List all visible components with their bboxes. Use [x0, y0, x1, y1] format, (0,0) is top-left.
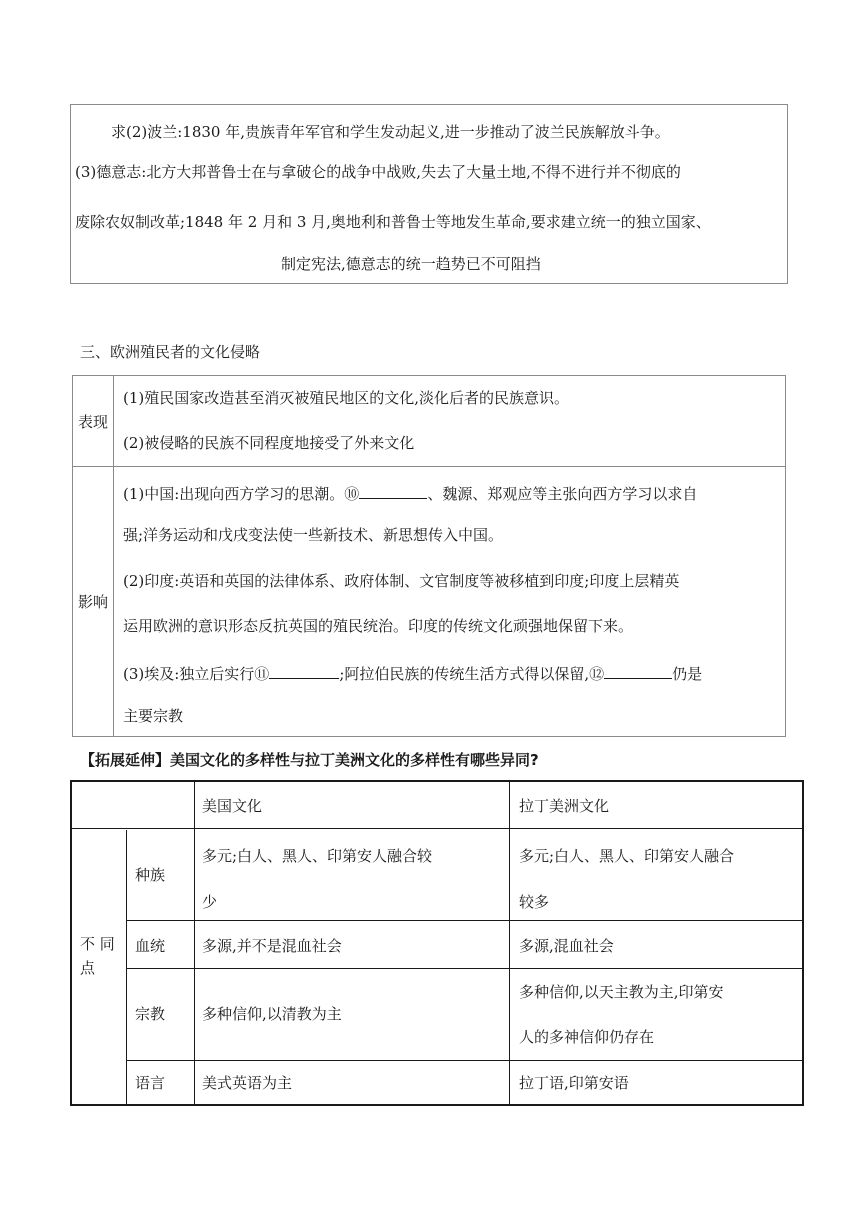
group-label-differences: 不 同: [80, 935, 115, 953]
header-us-culture: 美国文化: [202, 797, 263, 815]
box-line-2: (3)德意志:北方大邦普鲁士在与拿破仑的战争中战败,失去了大量土地,不得不进行并不彻底的: [75, 163, 681, 181]
box-line-4: 制定宪法,德意志的统一趋势已不可阻挡: [281, 255, 541, 273]
row-divider: [73, 466, 785, 467]
biaoxian-line-2: (2)被侵略的民族不同程度地接受了外来文化: [123, 434, 415, 452]
comparison-table: [70, 780, 804, 1106]
race-la-line-1: 多元;白人、黑人、印第安人融合: [519, 847, 735, 865]
section-title: 三、欧洲殖民者的文化侵略: [80, 343, 261, 361]
race-us-line-1: 多元;白人、黑人、印第安人融合较: [202, 847, 433, 865]
row-label-blood: 血统: [135, 937, 166, 955]
group-label-differences-2: 点: [80, 959, 96, 977]
language-la: 拉丁语,印第安语: [519, 1074, 629, 1092]
blood-us: 多源,并不是混血社会: [202, 937, 342, 955]
yingxiang-line-4: 运用欧洲的意识形态反抗英国的殖民统治。印度的传统文化顽强地保留下来。: [123, 617, 634, 635]
blank-11[interactable]: [269, 662, 339, 679]
row-label-yingxiang: 影响: [77, 593, 108, 611]
yingxiang-line-5-text-a: (3)埃及:独立后实行⑪: [123, 665, 270, 683]
language-us: 美式英语为主: [202, 1074, 293, 1092]
yingxiang-line-5-text-c: 仍是: [672, 665, 703, 683]
yingxiang-line-2: 强;洋务运动和戊戌变法使一些新技术、新思想传入中国。: [123, 526, 504, 544]
grid-line: [126, 920, 802, 921]
yingxiang-line-5: [123, 662, 702, 684]
box-line-3: 废除农奴制改革;1848 年 2 月和 3 月,奥地利和普鲁士等地发生革命,要求建立统一的独立国家、: [75, 213, 711, 231]
race-la-line-2: 较多: [519, 893, 550, 911]
grid-line: [126, 1060, 802, 1061]
race-us-line-2: 少: [202, 893, 218, 911]
blank-10[interactable]: [359, 482, 427, 499]
biaoxian-line-1: (1)殖民国家改造甚至消灭被殖民地区的文化,淡化后者的民族意识。: [123, 389, 570, 407]
continued-answer-box: [70, 104, 788, 284]
row-label-race: 种族: [135, 866, 166, 884]
row-label-language: 语言: [135, 1074, 166, 1092]
extension-heading: 【拓展延伸】美国文化的多样性与拉丁美洲文化的多样性有哪些异同?: [80, 751, 539, 769]
yingxiang-line-1: [123, 482, 697, 504]
religion-la-line-1: 多种信仰,以天主教为主,印第安: [519, 983, 724, 1001]
row-label-religion: 宗教: [135, 1005, 166, 1023]
yingxiang-line-5-text-b: ;阿拉伯民族的传统生活方式得以保留,⑫: [339, 665, 605, 683]
grid-line: [126, 968, 802, 969]
header-latin-culture: 拉丁美洲文化: [519, 797, 610, 815]
blank-12[interactable]: [604, 662, 672, 679]
box-line-1: 求(2)波兰:1830 年,贵族青年军官和学生发动起义,进一步推动了波兰民族解放斗争。: [111, 123, 670, 141]
grid-line: [509, 782, 510, 1106]
cultural-invasion-table: [72, 375, 786, 737]
religion-la-line-2: 人的多神信仰仍存在: [519, 1028, 655, 1046]
yingxiang-line-6: 主要宗教: [123, 707, 184, 725]
row-label-biaoxian: 表现: [77, 413, 108, 431]
column-divider: [113, 376, 114, 736]
grid-line: [72, 828, 802, 829]
yingxiang-line-3: (2)印度:英语和英国的法律体系、政府体制、文官制度等被移植到印度;印度上层精英: [123, 572, 680, 590]
religion-us: 多种信仰,以清教为主: [202, 1005, 342, 1023]
yingxiang-line-1-text-a: (1)中国:出现向西方学习的思潮。⑩: [123, 485, 360, 503]
grid-line: [194, 782, 195, 1106]
yingxiang-line-1-text-b: 、魏源、郑观应等主张向西方学习以求自: [427, 485, 698, 503]
blood-la: 多源,混血社会: [519, 937, 614, 955]
